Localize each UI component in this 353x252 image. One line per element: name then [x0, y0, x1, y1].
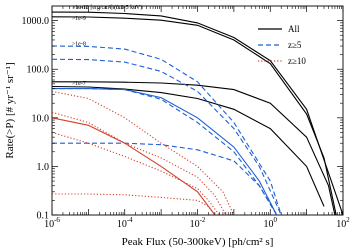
curve-annotation: >1e-8	[71, 41, 86, 48]
y-tick-label: 0.1	[36, 210, 49, 222]
x-tick-label: $10^{-2}$	[189, 216, 206, 230]
legend-label: All	[288, 24, 300, 34]
series-line-All-3	[52, 87, 324, 207]
legend-label: z≥10	[288, 56, 306, 66]
series-line-z5-5	[52, 59, 281, 215]
legend	[258, 24, 306, 66]
series-line-z10-12	[52, 194, 215, 215]
series-line-z10-10	[52, 112, 226, 215]
series-line-All-2	[52, 82, 335, 215]
series-line-z5-8	[52, 89, 277, 215]
plot-area	[52, 6, 343, 215]
plot-frame	[52, 6, 343, 215]
series-line-z5-6	[52, 89, 277, 215]
series-line-z5-7	[52, 143, 277, 215]
y-tick-label: 10.0	[31, 113, 49, 125]
x-tick-label: $10^{-4}$	[116, 216, 133, 230]
series-line-z10-13	[52, 118, 215, 215]
curve-annotation: >1e-12 [erg/cm²] (0.2-5 keV)	[71, 4, 143, 11]
y-tick-label: 1000.0	[21, 16, 49, 28]
x-tick-label: $10^2$	[336, 216, 350, 230]
curve-annotation: >1e-7	[71, 81, 86, 88]
y-axis-title: Rate(>P) [# yr⁻¹ sr⁻¹]	[4, 62, 16, 159]
series-line-z10-9	[52, 91, 234, 215]
series-line-z5-4	[52, 46, 281, 215]
y-tick-label: 1.0	[36, 161, 49, 173]
x-axis-title: Peak Flux (50-300keV) [ph/cm² s]	[121, 236, 274, 248]
y-tick-label: 100.0	[26, 64, 49, 76]
curve-annotation: >1e-9	[71, 16, 86, 23]
annotation-layer	[72, 4, 142, 87]
x-tick-label: $10^0$	[263, 216, 277, 230]
series-line-z10-11	[52, 132, 219, 215]
legend-label: z≥5	[288, 40, 302, 50]
x-tick-label: $10^{-6}$	[44, 216, 60, 230]
